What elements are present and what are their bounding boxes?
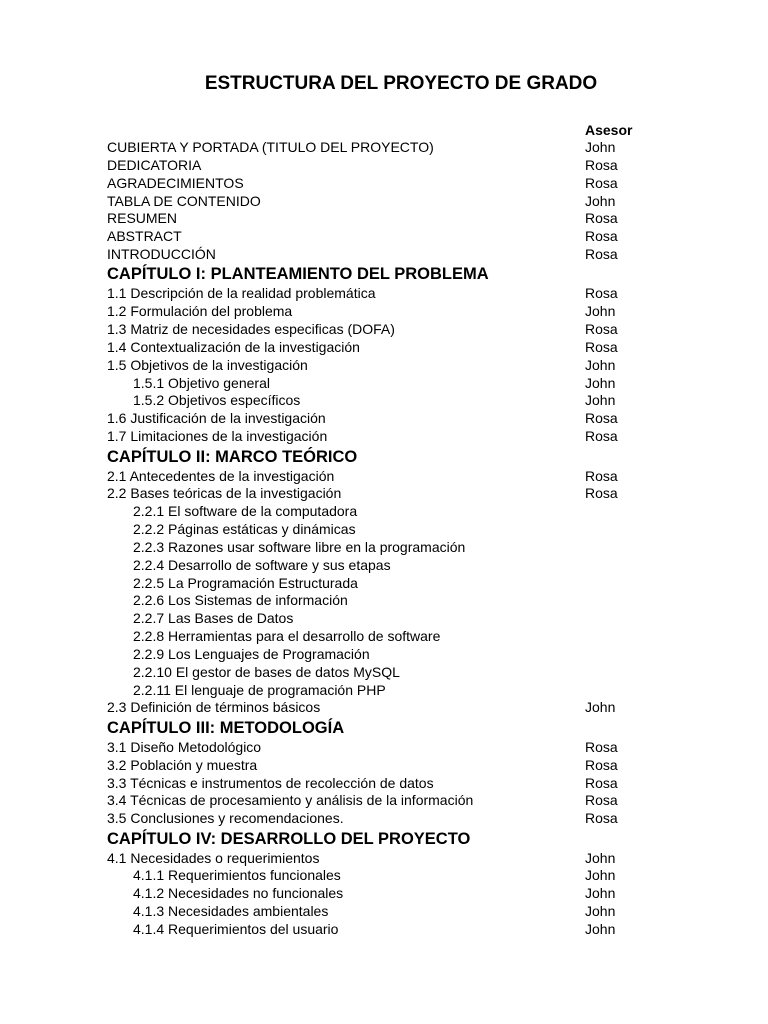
- asesor-name: Rosa: [585, 321, 618, 338]
- section-label: 1.5.2 Objetivos específicos: [133, 392, 301, 409]
- section-label: 4.1.2 Necesidades no funcionales: [133, 885, 344, 902]
- outline-row: [107, 410, 667, 428]
- section-label: 4.1 Necesidades o requerimientos: [107, 849, 320, 866]
- chapter-heading: [107, 829, 667, 850]
- outline-row: [107, 303, 667, 321]
- asesor-name: Rosa: [585, 285, 618, 302]
- asesor-name: Rosa: [585, 792, 618, 809]
- section-label: 1.1 Descripción de la realidad problemática: [107, 285, 376, 302]
- asesor-name: Rosa: [585, 210, 618, 227]
- section-label: 2.2 Bases teóricas de la investigación: [107, 485, 342, 502]
- asesor-name: Rosa: [585, 410, 618, 427]
- asesor-name: John: [585, 920, 616, 937]
- outline-list: [107, 139, 667, 939]
- asesor-name: John: [585, 903, 616, 920]
- section-label: 3.3 Técnicas e instrumentos de recolección de datos: [107, 774, 434, 791]
- chapter-title: CAPÍTULO IV: DESARROLLO DEL PROYECTO: [107, 829, 471, 848]
- chapter-heading: [107, 264, 667, 285]
- outline-row: [107, 850, 667, 868]
- section-label: 1.4 Contextualización de la investigación: [107, 338, 360, 355]
- section-label: 4.1.4 Requerimientos del usuario: [133, 920, 339, 937]
- section-label: 1.7 Limitaciones de la investigación: [107, 428, 328, 445]
- asesor-name: John: [585, 192, 616, 209]
- outline-row: [107, 575, 667, 593]
- outline-row: [107, 375, 667, 393]
- outline-row: [107, 664, 667, 682]
- outline-row: [107, 392, 667, 410]
- section-label: 3.1 Diseño Metodológico: [107, 738, 262, 755]
- outline-row: [107, 646, 667, 664]
- section-label: RESUMEN: [107, 210, 178, 227]
- section-label: 2.2.7 Las Bases de Datos: [133, 610, 294, 627]
- document-title: ESTRUCTURA DEL PROYECTO DE GRADO: [204, 73, 598, 94]
- chapter-title: CAPÍTULO I: PLANTEAMIENTO DEL PROBLEMA: [107, 265, 489, 284]
- outline-row: [107, 521, 667, 539]
- outline-row: [107, 210, 667, 228]
- section-label: 4.1.3 Necesidades ambientales: [133, 903, 329, 920]
- section-label: 3.2 Población y muestra: [107, 756, 258, 773]
- outline-row: [107, 592, 667, 610]
- chapter-heading: [107, 718, 667, 739]
- section-label: 1.2 Formulación del problema: [107, 303, 293, 320]
- section-label: 2.2.5 La Programación Estructurada: [133, 574, 358, 591]
- section-label: 2.1 Antecedentes de la investigación: [107, 467, 335, 484]
- section-label: 4.1.1 Requerimientos funcionales: [133, 867, 341, 884]
- asesor-name: John: [585, 699, 616, 716]
- outline-row: [107, 246, 667, 264]
- section-label: 2.3 Definición de términos básicos: [107, 699, 321, 716]
- asesor-name: John: [585, 849, 616, 866]
- asesor-name: Rosa: [585, 174, 618, 191]
- section-label: TABLA DE CONTENIDO: [107, 192, 261, 209]
- outline-row: [107, 699, 667, 717]
- section-label: ABSTRACT: [107, 228, 182, 245]
- section-label: 2.2.9 Los Lenguajes de Programación: [133, 645, 370, 662]
- outline-row: [107, 193, 667, 211]
- asesor-name: Rosa: [585, 467, 618, 484]
- outline-row: [107, 228, 667, 246]
- asesor-name: Rosa: [585, 485, 618, 502]
- outline-row: [107, 157, 667, 175]
- section-label: 1.6 Justificación de la investigación: [107, 410, 326, 427]
- section-label: 3.5 Conclusiones y recomendaciones.: [107, 810, 344, 827]
- section-label: INTRODUCCIÓN: [107, 246, 216, 263]
- section-label: 3.4 Técnicas de procesamiento y análisis de la información: [107, 792, 474, 809]
- asesor-name: Rosa: [585, 738, 618, 755]
- outline-row: [107, 757, 667, 775]
- asesor-name: John: [585, 139, 616, 155]
- asesor-name: Rosa: [585, 428, 618, 445]
- outline-row: [107, 739, 667, 757]
- outline-row: [107, 321, 667, 339]
- asesor-name: John: [585, 356, 616, 373]
- section-label: 2.2.2 Páginas estáticas y dinámicas: [133, 521, 356, 538]
- section-label: 2.2.8 Herramientas para el desarrollo de software: [133, 628, 441, 645]
- section-label: 2.2.11 El lenguaje de programación PHP: [133, 681, 386, 698]
- asesor-name: John: [585, 885, 616, 902]
- outline-row: [107, 810, 667, 828]
- asesor-name: Rosa: [585, 810, 618, 827]
- asesor-name: Rosa: [585, 338, 618, 355]
- outline-row: [107, 792, 667, 810]
- asesor-name: Rosa: [585, 228, 618, 245]
- chapter-title: CAPÍTULO III: METODOLOGÍA: [107, 718, 345, 737]
- outline-row: [107, 539, 667, 557]
- outline-row: [107, 339, 667, 357]
- section-label: DEDICATORIA: [107, 156, 202, 173]
- section-label: CUBIERTA Y PORTADA (TITULO DEL PROYECTO): [107, 139, 434, 155]
- section-label: 1.5.1 Objetivo general: [133, 374, 270, 391]
- section-label: 1.3 Matriz de necesidades especificas (DOFA): [107, 321, 395, 338]
- asesor-name: John: [585, 392, 616, 409]
- asesor-column-header: Asesor: [585, 122, 633, 138]
- section-label: 2.2.4 Desarrollo de software y sus etapas: [133, 556, 391, 573]
- outline-row: [107, 175, 667, 193]
- outline-row: [107, 357, 667, 375]
- outline-row: [107, 885, 667, 903]
- asesor-name: Rosa: [585, 246, 618, 263]
- outline-row: [107, 428, 667, 446]
- section-label: 1.5 Objetivos de la investigación: [107, 356, 308, 373]
- outline-row: [107, 903, 667, 921]
- asesor-name: John: [585, 374, 616, 391]
- outline-row: [107, 139, 667, 157]
- outline-row: [107, 285, 667, 303]
- outline-row: [107, 867, 667, 885]
- outline-row: [107, 921, 667, 939]
- asesor-name: John: [585, 867, 616, 884]
- outline-row: [107, 610, 667, 628]
- section-label: 2.2.3 Razones usar software libre en la programación: [133, 538, 466, 555]
- asesor-name: Rosa: [585, 756, 618, 773]
- section-label: 2.2.10 El gestor de bases de datos MySQL: [133, 663, 400, 680]
- outline-row: [107, 682, 667, 700]
- asesor-name: Rosa: [585, 156, 618, 173]
- section-label: AGRADECIMIENTOS: [107, 174, 244, 191]
- chapter-title: CAPÍTULO II: MARCO TEÓRICO: [107, 447, 358, 466]
- asesor-name: John: [585, 303, 616, 320]
- outline-row: [107, 468, 667, 486]
- chapter-heading: [107, 447, 667, 468]
- outline-row: [107, 775, 667, 793]
- section-label: 2.2.1 El software de la computadora: [133, 503, 358, 520]
- section-label: 2.2.6 Los Sistemas de información: [133, 592, 348, 609]
- asesor-name: Rosa: [585, 774, 618, 791]
- outline-row: [107, 503, 667, 521]
- outline-row: [107, 557, 667, 575]
- outline-row: [107, 485, 667, 503]
- outline-row: [107, 628, 667, 646]
